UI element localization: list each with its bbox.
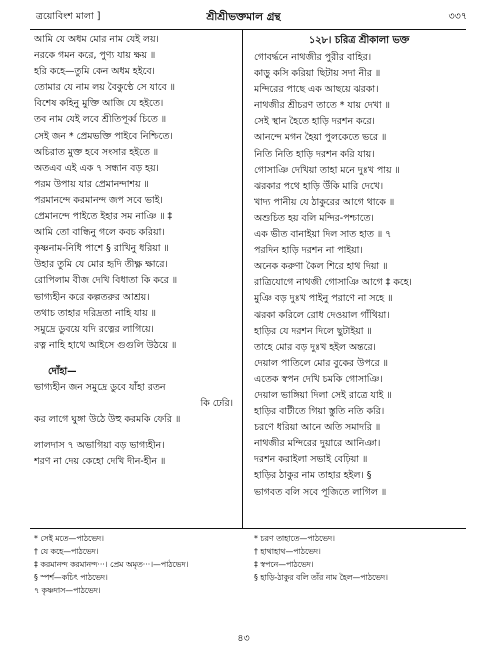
page-number: ৪৩ [237,633,250,644]
verse-line: নাথজীর মন্দিরের দুয়ারে আনিঞা। [254,438,381,450]
verse-line: রোপিলাম বীজ দেখি বিধাতা কি করে ॥ [34,275,178,287]
verse-line: তথাচ তাহার দরিদ্রতা নাহি যায় ॥ [34,307,156,319]
verse-line: আনন্দে মগন হৈয়া পুলকেতে ভরে ॥ [254,132,387,144]
verse-line: তাহে মোর বড় দুঃখ হইল অন্তরে। [254,341,376,353]
verse-line: সেই জন * প্রেমভক্তি পাইবে নিশ্চিতে। [34,130,173,142]
footnote: † যে কহে—পাঠভেদ। [34,547,99,556]
verse-line: গোবর্দ্ধনে নাথজীর পুরীর বাহির। [254,52,372,63]
footnote: ৭ কৃষ্ণদাস—পাঠভেদ। [34,586,101,595]
footnote: * চরণ তাহাতে—পাঠভেদ। [254,534,335,543]
running-header-left: ত্রয়োবিংশ মালা ] [36,11,101,22]
footnote: § স্পর্শ—কচিৎ পাঠভেদ। [34,573,108,582]
verse-line: শরণ না দেয় কেহো দেখি দীন-হীন ॥ [34,456,166,468]
verse-line: বিশেষ কহিনু মুক্তি আজি যে হইতে। [34,98,164,110]
verse-line: নরকে গমন করে, পুণ্য যায় ক্ষয় ॥ [34,50,156,62]
footnote: ‡ স্বপনে—পাঠভেদ। [254,560,314,569]
verse-line: কৃষ্ণনাম-নিধি পাশে § রাখিনু ধরিয়া ॥ [34,243,169,255]
footnotes-right [254,532,464,584]
verse-line: হাড়ির যে দরশন দিলে ছুটাইয়া ॥ [254,325,372,337]
spacer [34,428,239,438]
footnote: † হাথাহাথ—পাঠভেদ। [254,547,321,556]
verse-line: এক ভীত বানাইয়া দিল সাত হাত ॥ ৭ [254,229,392,241]
verse-line: হরি কহে—তুমি কেন অধম হইবে। [34,66,155,78]
footnotes-left [34,532,239,597]
verse-line: কাড়ু কসি করিয়া ছিটায় সদা নীর ॥ [254,68,381,80]
verse-line: পরম উপায় যার প্রেমানন্দাশয় ॥ [34,178,149,190]
verse-line: দেয়াল পাতিলে মোর বুকের উপরে ॥ [254,357,388,369]
verse-line: কর লাগে ঘুঙ্গা উঠে উহু করমকি ফেরি ॥ [34,414,181,426]
left-text-column [34,32,239,470]
verse-line: চরণে ধরিয়া আনে অতি সমাদরি ॥ [254,422,381,434]
chapter-heading: ১২৮। চরিত্র শ্রীকালা ভক্ত [308,35,410,46]
verse-line: পরদিন হাড়ি দরশন না পাইয়া। [254,245,363,257]
verse-line: তব নাম যেই লবে শ্রীতিপূর্ব্ব চিতে ॥ [34,114,167,126]
verse-line: নিতি নিতি হাড়ি দরশন করি যায়। [254,148,375,160]
verse-line: হাড়ির বাটীতে গিয়া স্তুতি নতি করি। [254,406,385,418]
verse-line: মুঞি বড় দুঃখ পাইনু পরাণে না সহে ॥ [254,293,393,305]
spacer [34,354,239,364]
footnote: § হাড়ি-ঠাকুর বলি তাঁর নাম হৈল—পাঠভেদ। [254,573,388,582]
header-rule [30,29,466,30]
footnote: * সেই মতে—পাঠভেদ। [34,534,104,543]
verse-line: পরমানন্দে করমানন্দ জপ সবে ভাই। [34,194,163,206]
verse-line: ভাগবত বলি সবে পূজিতে লাগিল ॥ [254,486,387,498]
verse-line: অতএব এই এক ৭ সন্ধান বড় হয়। [34,162,159,174]
verse-line: উহার তুমি যে মোর হৃদি তীক্ষ্ণ ক্ষারে। [34,259,168,271]
verse-line: লালদাস ৭ অভাগিয়া বড় ভাগ্যহীন। [34,440,165,452]
verse-line: দরশন করাইলা সভাই বেঢ়িয়া ॥ [254,454,368,466]
column-divider [242,29,243,529]
right-text-column [254,32,464,501]
doha-heading: দোঁহা— [48,365,77,377]
verse-line: ভাগ্যহীন জন সমুদ্রে ডুবে যাঁহা রতন [34,381,166,393]
verse-line: দেয়াল ভাঙ্গিয়া দিলা সেই রাত্রে যাই ॥ [254,389,392,401]
verse-line: তোমার যে নাম লয় বৈকুণ্ঠে সে যাবে ॥ [34,82,175,94]
verse-line: সমুদ্রে ডুবয়ে যদি রত্নের লাগিয়ে। [34,323,154,335]
verse-line: কি ঢেরি। [200,398,233,410]
verse-line: অশুচিত হয় বলি মন্দির-পশ্চাতে। [254,212,374,224]
verse-line: রত্ন নাহি হাথে আইসে গুগুলি উঠয়ে ॥ [34,339,177,351]
running-header-page-number: ৩৩৭ [448,11,467,22]
verse-line: ঝরকা করিলে রোধ দেওয়াল গাঁথিয়া। [254,309,390,321]
verse-line: ঝরকার পথে হাড়ি উঁকি মারি দেখে। [254,180,384,192]
verse-line: আমি তো বান্ধিনু গলে কবচ করিয়া। [34,227,165,239]
verse-line: খাদ্য পানীয় যে ঠাকুরের আগে থাকে ॥ [254,196,395,208]
verse-line: প্রেমানন্দে পাইতে ইহার সম নাঞি ॥ ‡ [34,211,173,223]
verse-line: গোসাঞি দেখিয়া তাহা মনে দুঃখ পায় ॥ [254,164,400,176]
verse-line: মন্দিরের পাছে এক আছয়ে ঝরকা। [254,84,379,96]
verse-line: ভাগ্যহীন করে কল্পতরুর আশ্রয়। [34,291,150,303]
verse-line: হাড়ির ঠাকুর নাম তাহার হইল। § [254,470,372,482]
verse-line: আমি যে অধম মোর নাম যেই লয়। [34,34,159,45]
running-header-title: শ্রীশ্রীভক্তমাল গ্রন্থ [206,11,281,23]
footnote-rule [30,528,466,529]
verse-line: নাথজীর শ্রীচরণ তাতে * যায় দেখা ॥ [254,100,390,112]
verse-line: রাত্রিযোগে নাথজী গোসাঞি আগে ‡ কহে। [254,277,412,289]
verse-line: এতেক স্বপন দেখি চমকি গোসাঞি। [254,373,383,385]
verse-line: অচিরাত মুক্ত হবে সংসার হইতে ॥ [34,146,159,158]
verse-line: সেই স্থান হৈতে হাড়ি দরশন করে। [254,116,375,128]
footnote: ‡ করমানন্দ করমানন্দ···। প্রেম অমৃত···।—পাঠভেদ। [34,560,189,569]
verse-line: অনেক করুণা কৈল শিরে হাথ দিয়া ॥ [254,261,388,273]
